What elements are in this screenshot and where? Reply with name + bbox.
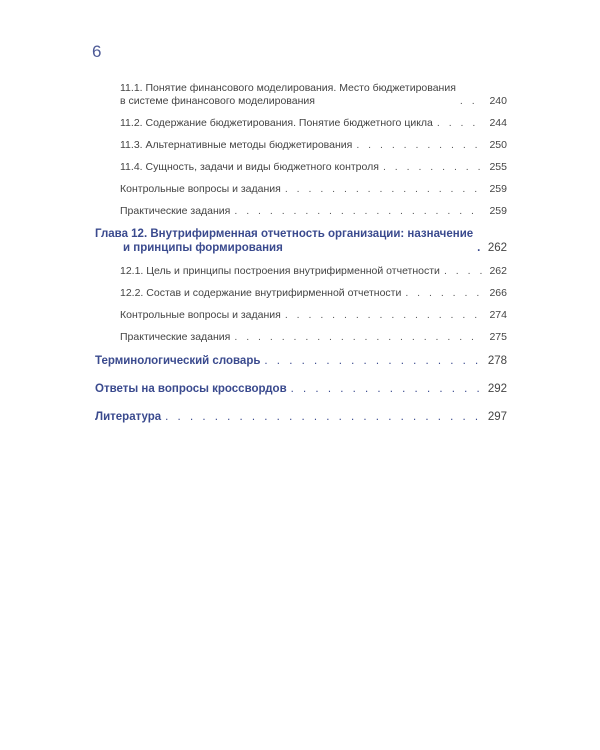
toc-entry-12-1[interactable]	[95, 265, 507, 278]
toc-entry-title: Контрольные вопросы и задания	[120, 309, 281, 321]
dot-leader	[291, 382, 483, 396]
toc-entry-page: 262	[489, 265, 507, 277]
dot-leader	[285, 309, 483, 322]
toc-entry-title: 11.1. Понятие финансового моделирования. Место бюджетирования в системе финансового моделирования	[120, 82, 456, 107]
dot-leader	[165, 410, 483, 424]
toc-literature[interactable]	[95, 410, 507, 424]
toc-entry-11-4[interactable]	[95, 161, 507, 174]
toc-entry-11-3[interactable]	[95, 139, 507, 152]
toc-chapter-12[interactable]	[95, 227, 507, 255]
toc-entry-title: Практические задания	[120, 331, 231, 343]
toc-crossword-answers[interactable]	[95, 382, 507, 396]
toc-entry-title: 11.3. Альтернативные методы бюджетирования	[120, 139, 353, 151]
toc-entry-12-2[interactable]	[95, 287, 507, 300]
table-of-contents	[95, 82, 507, 438]
toc-entry-11-practice[interactable]	[95, 205, 507, 218]
toc-entry-title: 12.2. Состав и содержание внутрифирменной отчетности	[120, 287, 402, 299]
dot-leader	[477, 241, 483, 255]
dot-leader	[444, 265, 483, 278]
page-number: 6	[92, 42, 102, 61]
toc-entry-page: 244	[489, 117, 507, 129]
toc-entry-11-questions[interactable]	[95, 183, 507, 196]
dot-leader	[285, 183, 483, 196]
toc-entry-11-2[interactable]	[95, 117, 507, 130]
toc-entry-11-1[interactable]	[95, 82, 507, 108]
toc-entry-title: Практические задания	[120, 205, 231, 217]
toc-entry-title: 11.2. Содержание бюджетирования. Понятие бюджетного цикла	[120, 117, 433, 129]
toc-entry-page: 240	[489, 95, 507, 107]
dot-leader	[234, 205, 483, 218]
toc-entry-title: 11.4. Сущность, задачи и виды бюджетного контроля	[120, 161, 379, 173]
dot-leader	[234, 331, 483, 344]
dot-leader	[405, 287, 483, 300]
major-entry-page: 297	[487, 411, 507, 423]
major-entry-title: Терминологический словарь	[95, 355, 261, 367]
chapter-title: Глава 12. Внутрифирменная отчетность организации: назначение и принципы формирования	[95, 228, 474, 254]
major-entry-title: Литература	[95, 411, 162, 423]
toc-entry-page: 259	[489, 205, 507, 217]
major-entry-title: Ответы на вопросы кроссвордов	[95, 383, 287, 395]
toc-entry-page: 274	[489, 309, 507, 321]
dot-leader	[383, 161, 483, 174]
toc-entry-page: 250	[489, 139, 507, 151]
major-entry-page: 278	[487, 355, 507, 367]
toc-glossary[interactable]	[95, 354, 507, 368]
dot-leader	[356, 139, 483, 152]
toc-entry-title: 12.1. Цель и принципы построения внутрифирменной отчетности	[120, 265, 440, 277]
toc-entry-12-questions[interactable]	[95, 309, 507, 322]
dot-leader	[460, 95, 483, 108]
chapter-page: 262	[487, 242, 507, 254]
toc-entry-page: 259	[489, 183, 507, 195]
toc-entry-title: Контрольные вопросы и задания	[120, 183, 281, 195]
dot-leader	[437, 117, 483, 130]
toc-entry-12-practice[interactable]	[95, 331, 507, 344]
toc-entry-page: 266	[489, 287, 507, 299]
dot-leader	[264, 354, 483, 368]
toc-entry-page: 275	[489, 331, 507, 343]
major-entry-page: 292	[487, 383, 507, 395]
toc-entry-page: 255	[489, 161, 507, 173]
